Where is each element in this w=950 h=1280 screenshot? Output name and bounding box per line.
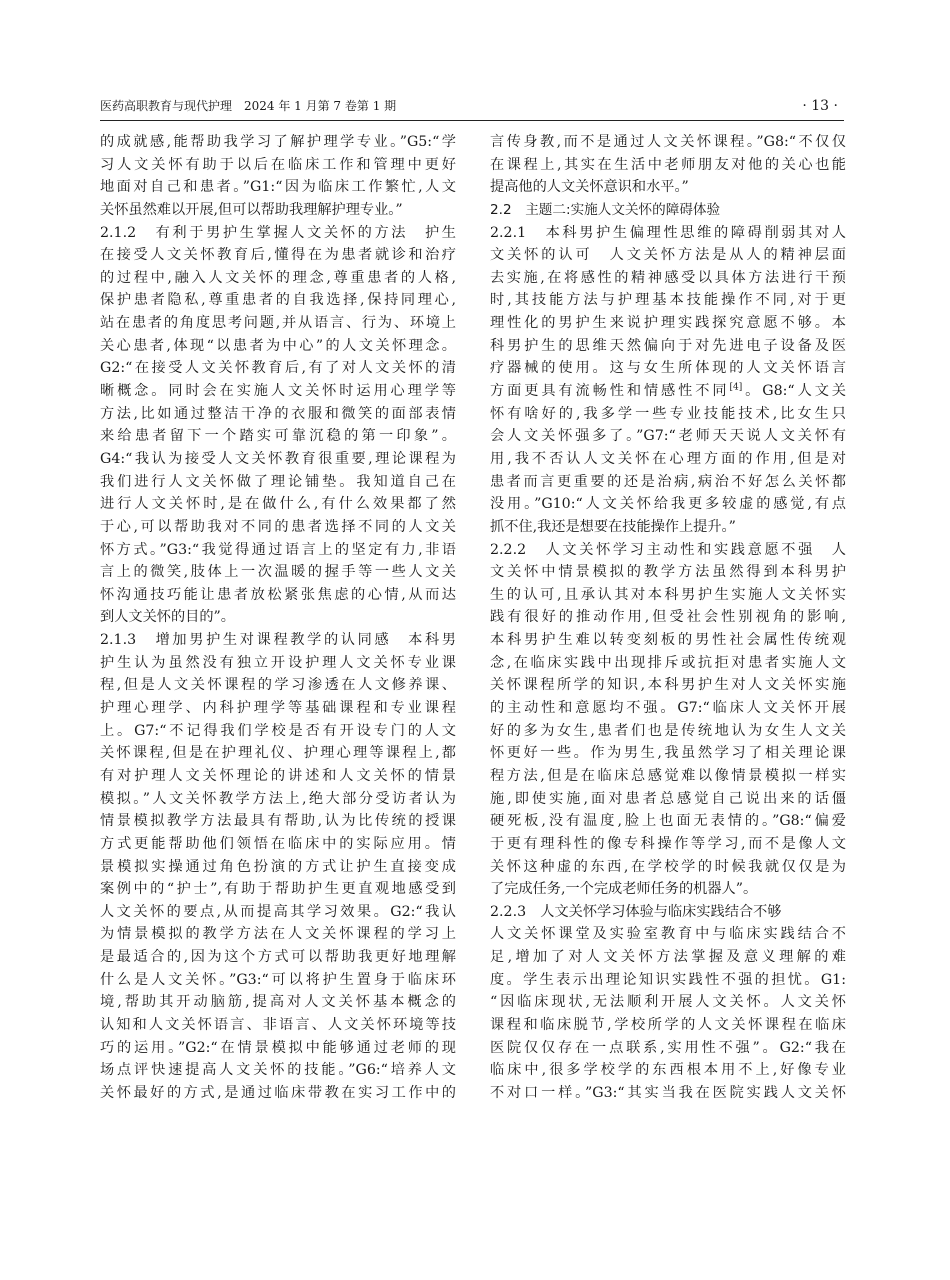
text-line: 言上的微笑,肢体上一次温暖的握手等一些人文关 (100, 564, 456, 581)
citation-ref: [4] (729, 382, 743, 393)
text-line: 保护患者隐私,尊重患者的自我选择,保持同理心, (100, 292, 456, 309)
text-line: 关怀这种虚的东西,在学校学的时候我就仅仅是为 (490, 858, 846, 875)
text-line: 进行人文关怀时,是在做什么,有什么效果都了然 (100, 496, 456, 513)
text-line: 施,即使实施,面对患者总感觉自己说出来的话僵 (490, 790, 846, 807)
text-line: 好的多为女生,患者们也是传统地认为女生人文关 (490, 722, 846, 739)
text-line: “因临床现状,无法顺利开展人文关怀。人文关怀 (490, 994, 846, 1011)
text-line: 关心患者,体现“以患者为中心”的人文关怀理念。 (100, 337, 456, 354)
text-line: 足,增加了对人文关怀方法掌握及意义理解的难 (490, 949, 846, 966)
text-line: 了完成任务,一个完成老师任务的机器人”。 (490, 881, 758, 898)
text-line: 场点评快速提高人文关怀的技能。”G6:“培养人文 (100, 1062, 456, 1079)
text-line: 医院仅仅存在一点联系,实用性不强”。G2:“我在 (490, 1039, 846, 1056)
text-line: 认知和人文关怀语言、非语言、人文关怀环境等技 (100, 1016, 456, 1033)
text-line: G2:“在接受人文关怀教育后,有了对人文关怀的清 (100, 360, 456, 377)
text-line: 巧的运用。”G2:“在情景模拟中能够通过老师的现 (100, 1039, 456, 1056)
journal-title: 医药高职教育与现代护理 2024 年 1 月第 7 卷第 1 期 (100, 99, 397, 113)
text-line: 用,我不否认人文关怀在心理方面的作用,但是对 (490, 450, 846, 467)
text-segment: 。G8:“人文关 (742, 383, 846, 400)
text-line: 的成就感,能帮助我学习了解护理学专业。”G5:“学 (100, 134, 456, 150)
text-line: 2.1.2 有利于男护生掌握人文关怀的方法 护生 (100, 224, 456, 241)
text-line: 抓不住,我还是想要在技能操作上提升。” (490, 518, 736, 535)
text-line: 护生认为虽然没有独立开设护理人文关怀专业课 (100, 654, 456, 671)
text-line: 文关怀的认可 人文关怀方法是从人的精神层面 (490, 247, 846, 264)
text-line: 情景模拟教学方法最具有帮助,认为比传统的授课 (100, 813, 456, 830)
text-line: 2.2.2 人文关怀学习主动性和实践意愿不强 人 (490, 541, 846, 558)
text-line: 晰概念。同时会在实施人文关怀时运用心理学等 (100, 383, 456, 400)
text-line: 关怀课程所学的知识,本科男护生对人文关怀实施 (490, 677, 846, 694)
text-line: 站在患者的角度思考问题,并从语言、行为、环境上 (100, 315, 456, 332)
text-line: 我们进行人文关怀做了理论铺垫。我知道自己在 (100, 473, 456, 490)
text-line: 怀有啥好的,我多学一些专业技能技术,比女生只 (490, 405, 846, 422)
text-line: 为情景模拟的教学方法在人文关怀课程的学习上 (100, 926, 456, 943)
text-line: 没用。”G10:“人文关怀给我更多较虚的感觉,有点 (490, 496, 846, 513)
text-line: 方式更能帮助他们领悟在临床中的实际应用。情 (100, 835, 456, 852)
text-line: 护理心理学、内科护理学等基础课程和专业课程 (100, 700, 456, 717)
text-line: 生的认可,且承认其对本科男护生实施人文关怀实 (490, 586, 846, 603)
text-line: 方法,比如通过整洁干净的衣服和微笑的面部表情 (100, 405, 456, 422)
text-line: 践有很好的推动作用,但受社会性别视角的影响, (490, 609, 846, 626)
page-number: · 13 · (802, 98, 838, 114)
text-line: 关怀虽然难以开展,但可以帮助我理解护理专业。” (100, 201, 403, 218)
text-line: 2.1.3 增加男护生对课程教学的认同感 本科男 (100, 632, 456, 649)
text-line: 地面对自己和患者。”G1:“因为临床工作繁忙,人文 (100, 179, 456, 196)
text-line: 什么是人文关怀。”G3:“可以将护生置身于临床环 (100, 971, 456, 988)
text-line: G4:“我认为接受人文关怀教育很重要,理论课程为 (100, 450, 456, 467)
text-line: 硬死板,没有温度,脸上也面无表情的。”G8:“偏爱 (490, 813, 846, 830)
text-line: 临床中,很多学校学的东西根本用不上,好像专业 (490, 1062, 846, 1079)
text-line: 时,其技能方法与护理基本技能操作不同,对于更 (490, 292, 846, 309)
text-line: 2.2.1 本科男护生偏理性思维的障碍削弱其对人 (490, 224, 846, 241)
text-line: 怀更好一些。作为男生,我虽然学习了相关理论课 (490, 745, 846, 762)
text-segment: 方面更具有流畅性和情感性不同 (490, 383, 730, 400)
text-line: 人文关怀课堂及实验室教育中与临床实践结合不 (490, 926, 846, 943)
text-line: 于心,可以帮助我对不同的患者选择不同的人文关 (100, 518, 456, 535)
text-line: 的过程中,融入人文关怀的理念,尊重患者的人格, (100, 269, 456, 286)
text-line: 怀方式。”G3:“我觉得通过语言上的坚定有力,非语 (100, 541, 456, 558)
text-line: 案例中的“护士”,有助于帮助护生更直观地感受到 (100, 881, 456, 898)
text-line: 习人文关怀有助于以后在临床工作和管理中更好 (100, 156, 456, 173)
text-line: 念,在临床实践中出现排斥或抗拒对患者实施人文 (490, 654, 846, 671)
text-line: 有对护理人文关怀理论的讲述和人文关怀的情景 (100, 767, 456, 784)
text-line: 模拟。”人文关怀教学方法上,绝大部分受访者认为 (100, 790, 456, 807)
left-text-column (100, 131, 456, 1105)
text-line: 本科男护生难以转变刻板的男性社会属性传统观 (490, 632, 846, 649)
text-line: 境,帮助其开动脑筋,提高对人文关怀基本概念的 (100, 994, 456, 1011)
text-line: 会人文关怀强多了。”G7:“老师天天说人文关怀有 (490, 428, 846, 445)
section-heading: 2.2 主题二:实施人文关怀的障碍体验 (490, 201, 721, 218)
right-text-column (490, 131, 846, 1105)
text-line: 课程和临床脱节,学校所学的人文关怀课程在临床 (490, 1016, 846, 1033)
text-line: 人文关怀的要点,从而提高其学习效果。G2:“我认 (100, 903, 456, 920)
text-line: 在课程上,其实在生活中老师朋友对他的关心也能 (490, 156, 846, 173)
text-line: 不对口一样。”G3:“其实当我在医院实践人文关怀 (490, 1084, 846, 1101)
text-line: 言传身教,而不是通过人文关怀课程。”G8:“不仅仅 (490, 134, 846, 150)
text-line: 关怀最好的方式,是通过临床带教在实习工作中的 (100, 1084, 456, 1101)
text-line: 理性化的男护生来说护理实践探究意愿不够。本 (490, 315, 846, 332)
text-line: 文关怀中情景模拟的教学方法虽然得到本科男护 (490, 564, 846, 581)
text-line: 的主动性和意愿均不强。G7:“临床人文关怀开展 (490, 700, 846, 717)
running-header (100, 96, 844, 121)
text-line: 疗器械的使用。这与女生所体现的人文关怀语言 (490, 360, 846, 377)
text-line: 程方法,但是在临床总感觉难以像情景模拟一样实 (490, 767, 846, 784)
text-line: 患者而言更重要的还是治病,病治不好怎么关怀都 (490, 473, 846, 490)
text-line: 2.2.3 人文关怀学习体验与临床实践结合不够 (490, 903, 782, 920)
text-line: 科男护生的思维天然偏向于对先进电子设备及医 (490, 337, 846, 354)
text-line: 提高他的人文关怀意识和水平。” (490, 179, 689, 196)
text-line: 景模拟实操通过角色扮演的方式让护生直接变成 (100, 858, 456, 875)
text-line: 度。学生表示出理论知识实践性不强的担忧。G1: (490, 971, 846, 988)
text-line: 到人文关怀的目的”。 (100, 609, 235, 626)
text-line: 于更有理科性的像专科操作等学习,而不是像人文 (490, 835, 846, 852)
text-line (490, 380, 846, 403)
text-line: 程,但是人文关怀课程的学习渗透在人文修养课、 (100, 677, 456, 694)
text-line: 上。G7:“不记得我们学校是否有开设专门的人文 (100, 722, 456, 739)
text-line: 关怀课程,但是在护理礼仪、护理心理等课程上,都 (100, 745, 456, 762)
text-line: 去实施,在将感性的精神感受以具体方法进行干预 (490, 269, 846, 286)
text-line: 在接受人文关怀教育后,懂得在为患者就诊和治疗 (100, 247, 456, 264)
text-line: 是最适合的,因为这个方式可以帮助我更好地理解 (100, 949, 456, 966)
text-line: 来给患者留下一个踏实可靠沉稳的第一印象”。 (100, 428, 456, 445)
text-line: 怀沟通技巧能让患者放松紧张焦虑的心情,从而达 (100, 586, 456, 603)
